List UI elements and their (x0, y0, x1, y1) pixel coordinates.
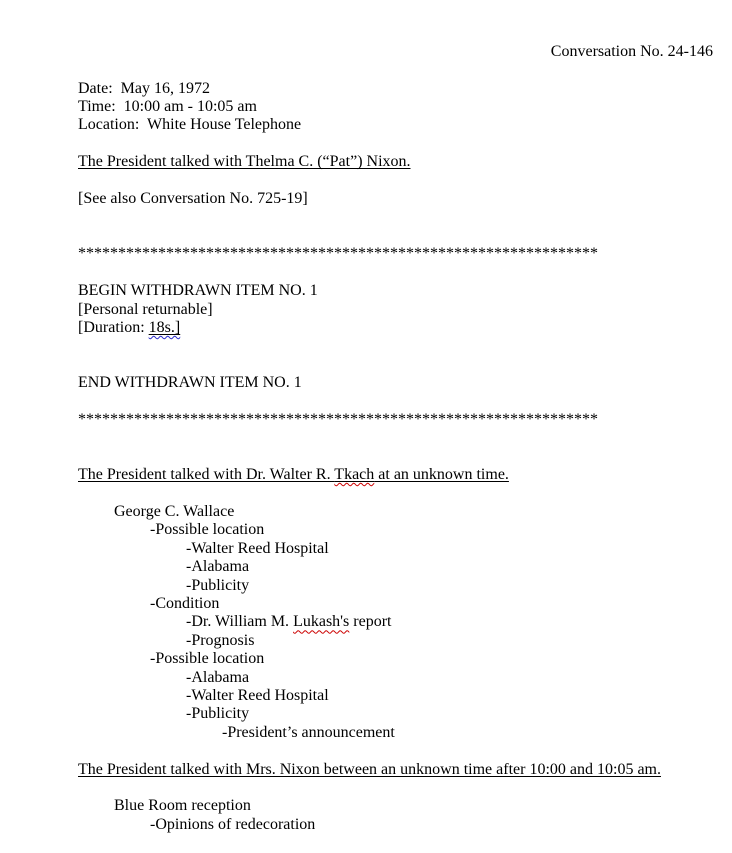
text-segment: ***************************************************************** (78, 410, 598, 428)
withdrawn-duration (78, 319, 713, 337)
time-line (78, 98, 713, 116)
text-segment: Lukash's (293, 613, 350, 631)
see-also-note (78, 190, 713, 208)
text-segment: ***************************************************************** (78, 245, 598, 263)
text-segment: -Opinions of redecoration (150, 815, 316, 833)
blank-line (78, 393, 713, 411)
outline-item (78, 705, 713, 723)
text-segment: Blue Room reception (114, 797, 251, 815)
outline-item (78, 687, 713, 705)
outline-item (78, 577, 713, 595)
text-segment: END WITHDRAWN ITEM NO. 1 (78, 374, 302, 392)
blank-line (78, 172, 713, 190)
text-segment: BEGIN WITHDRAWN ITEM NO. 1 (78, 282, 318, 300)
withdrawn-end (78, 374, 713, 392)
outline-item (78, 595, 713, 613)
blank-line (78, 61, 713, 79)
conversation-number (78, 43, 713, 61)
blank-line (78, 227, 713, 245)
participant-heading-mrs-nixon (78, 761, 713, 779)
text-segment: Time: 10:00 am - 10:05 am (78, 98, 257, 116)
withdrawn-category (78, 301, 713, 319)
outline-item (78, 521, 713, 539)
outline-item (78, 558, 713, 576)
text-segment: -Alabama (186, 558, 250, 576)
text-segment: -Publicity (186, 576, 250, 594)
outline-item (78, 650, 713, 668)
text-segment: -Alabama (186, 668, 250, 686)
blank-line (78, 448, 713, 466)
text-segment: report (349, 613, 392, 631)
text-segment: The President talked with Thelma C. (“Pat”) Nixon. (78, 153, 411, 171)
blank-line (78, 779, 713, 797)
outline-item (78, 540, 713, 558)
text-segment: Conversation No. 24-146 (550, 42, 713, 60)
separator-line (78, 411, 713, 429)
location-line (78, 116, 713, 134)
outline-item (78, 613, 713, 631)
text-segment: Tkach (334, 466, 375, 484)
text-segment: -Publicity (186, 705, 250, 723)
blank-line (78, 135, 713, 153)
blank-line (78, 208, 713, 226)
text-segment: -Possible location (150, 521, 265, 539)
separator-line (78, 245, 713, 263)
outline-item (78, 816, 713, 834)
blank-line (78, 485, 713, 503)
text-segment: -Walter Reed Hospital (186, 539, 329, 557)
text-segment: -Dr. William M. (186, 613, 294, 631)
text-segment: at an unknown time. (374, 466, 509, 484)
text-segment: -Prognosis (186, 631, 255, 649)
text-segment: -Walter Reed Hospital (186, 687, 329, 705)
text-segment: -Possible location (150, 650, 265, 668)
outline-item (78, 797, 713, 815)
text-segment: Location: White House Telephone (78, 116, 302, 134)
blank-line (78, 356, 713, 374)
blank-line (78, 429, 713, 447)
text-segment: George C. Wallace (114, 502, 235, 520)
text-segment: The President talked with Dr. Walter R. (78, 466, 335, 484)
blank-line (78, 742, 713, 760)
text-segment: [Duration: (78, 318, 149, 336)
withdrawn-begin (78, 282, 713, 300)
text-segment: -President’s announcement (222, 723, 395, 741)
participant-heading-pat-nixon (78, 153, 713, 171)
text-segment: 18s.] (148, 318, 181, 336)
text-segment: Date: May 16, 1972 (78, 79, 210, 97)
outline-item (78, 632, 713, 650)
text-segment (149, 319, 181, 336)
outline-item (78, 503, 713, 521)
document-body (78, 43, 713, 834)
outline-item (78, 669, 713, 687)
blank-line (78, 337, 713, 355)
text-segment: -Condition (150, 595, 220, 612)
text-segment: [Personal returnable] (78, 300, 213, 318)
text-segment (334, 466, 374, 483)
text-segment: [See also Conversation No. 725-19] (78, 190, 308, 208)
outline-item (78, 724, 713, 742)
text-segment: The President talked with Mrs. Nixon between an unknown time after 10:00 and 10:05 am. (78, 760, 661, 778)
participant-heading-tkach (78, 466, 713, 484)
date-line (78, 80, 713, 98)
blank-line (78, 264, 713, 282)
